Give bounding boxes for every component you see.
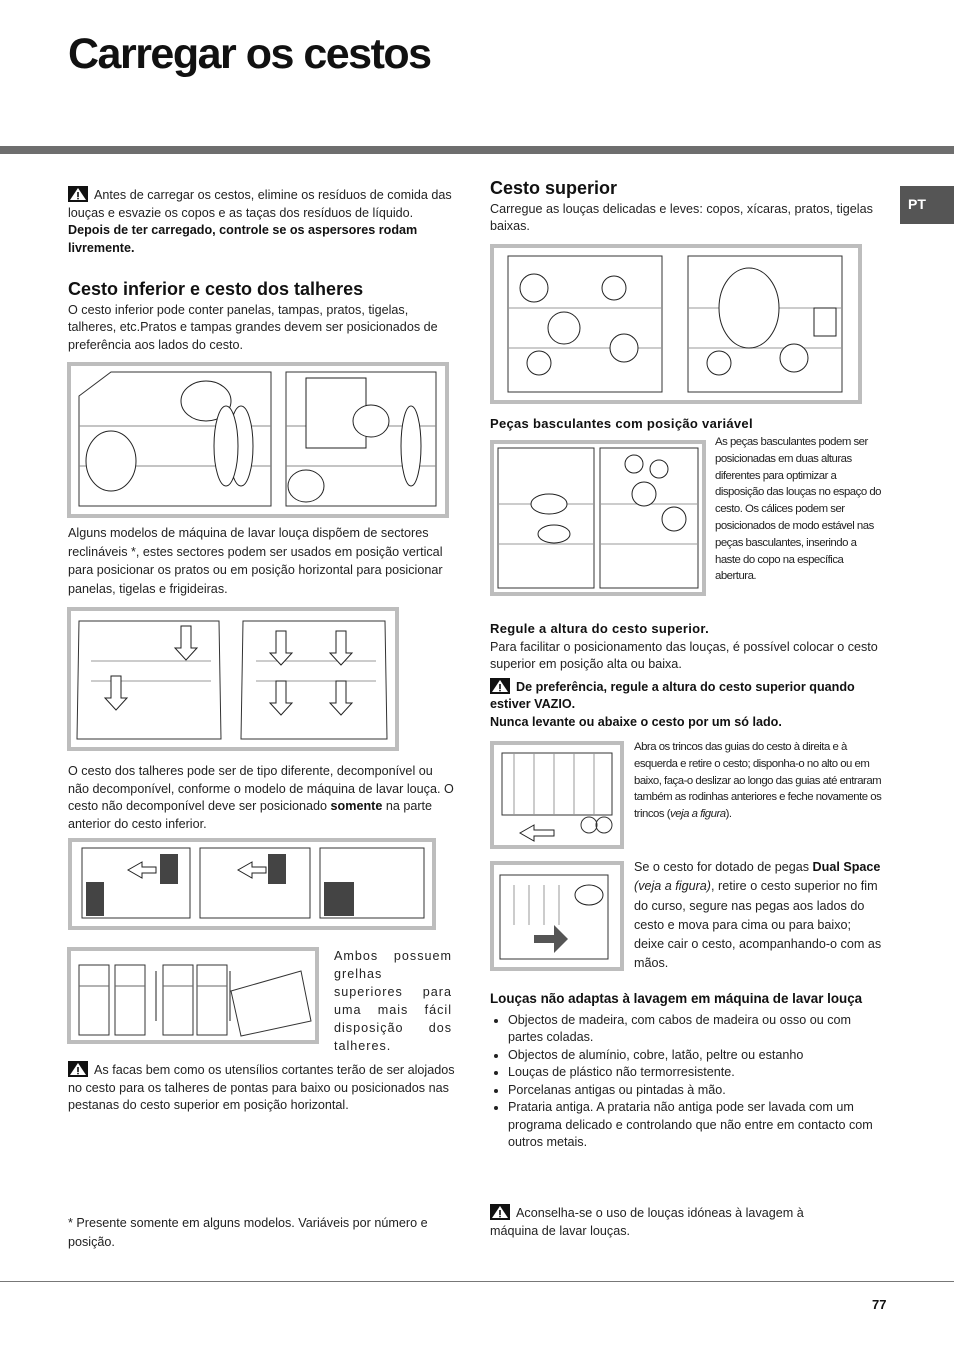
lower-basket-heading: Cesto inferior e cesto dos talheres (68, 279, 364, 299)
latches-text: Abra os trincos das guias do cesto à direita e à esquerda e retire o cesto; disponha-o no alto ou em baixo, faça-o deslizar ao longo das guias até entraram também as rodinhas anteriores e feche novamente os trincos (veja a figura). (634, 741, 882, 821)
advice-text: Aconselha-se o uso de louças idóneas à lavagem à máquina de lavar louças. (490, 1206, 804, 1238)
grids-section (334, 947, 452, 1055)
intro-paragraph (68, 186, 456, 222)
warning-icon (68, 1061, 88, 1077)
list-item: • Louças de plástico não termorresistente. (508, 1064, 880, 1082)
page-number: 77 (872, 1297, 887, 1312)
intro-text: Antes de carregar os cestos, elimine os resíduos de comida das louças e esvazie os copos e as taças dos resíduos de líquido. (68, 188, 452, 220)
sectors-text: Alguns modelos de máquina de lavar louça dispõem de sectores reclináveis *, estes sectores podem ser usados em posição vertical para posicionar os pratos ou em posição horizontal para posicionar panelas, tigelas e frigideiras. (68, 526, 443, 596)
height-warning: De preferência, regule a altura do cesto superior quando estiver VAZIO. (490, 679, 855, 711)
intro-bold: Depois de ter carregado, controle se os aspersores rodam livremente. (68, 223, 418, 255)
unsuitable-section (490, 990, 880, 1152)
latches-figure (490, 741, 624, 849)
tilting-heading-block (490, 415, 880, 433)
warning-icon (490, 1204, 510, 1220)
height-text: Para facilitar o posicionamento das louças, é possível colocar o cesto superior em posição alta ou baixa. (490, 639, 878, 671)
height-heading: Regule a altura do cesto superior. (490, 621, 709, 636)
list-item: • Prataria antiga. A prataria não antiga pode ser lavada com um programa delicado e controlando que não entre em contacto com outros metais. (508, 1099, 880, 1152)
upper-basket-section (490, 180, 880, 236)
lower-basket-text: O cesto inferior pode conter panelas, tampas, pratos, tigelas, talheres, etc.Pratos e tampas grandes devem ser posicionados de preferência aos lados do cesto. (68, 302, 438, 352)
list-item: • Porcelanas antigas ou pintadas à mão. (508, 1082, 880, 1100)
unsuitable-list (490, 1012, 880, 1152)
cutlery-section (68, 763, 456, 833)
tilting-parts-figure (490, 440, 706, 596)
footnote (68, 1214, 428, 1252)
sectors-figure (67, 607, 399, 751)
footer-divider (0, 1281, 954, 1282)
footnote-text: * Presente somente em alguns modelos. Variáveis por número e posição. (68, 1216, 428, 1249)
tilting-text: As peças basculantes podem ser posicionadas em duas alturas diferentes para optimizar a disposição das louças no espaço do cesto. Os cálices podem ser posicionados de modo estável nas peças basculantes, inserindo a haste do copo na específica abertura. (715, 436, 882, 583)
unsuitable-heading: Louças não adaptas à lavagem em máquina de lavar louça (490, 991, 863, 1006)
dual-space-section (634, 858, 882, 974)
warning-icon (490, 678, 510, 694)
list-item: • Objectos de alumínio, cobre, latão, peltre ou estanho (508, 1047, 880, 1065)
lower-basket-section (68, 281, 458, 354)
height-warning-2: Nunca levante ou abaixe o cesto por um só lado. (490, 714, 782, 729)
dual-space-figure (490, 861, 624, 971)
cutlery-grids-figure (67, 947, 319, 1044)
dual-space-text: Se o cesto for dotado de pegas Dual Space (veja a figura), retire o cesto superior no fim do curso, segure nas pegas aos lados do cesto e mova para cima ou para baixo; deixe cair o cesto, acompanhando-o com as mãos. (634, 860, 882, 971)
tilting-section (715, 434, 881, 585)
language-tab: PT (900, 186, 954, 224)
latches-section (634, 739, 882, 823)
advice-section (490, 1204, 842, 1240)
page-title: Carregar os cestos (68, 30, 431, 78)
warning-icon (68, 186, 88, 202)
grids-text: Ambos possuem grelhas superiores para uma mais fácil disposição dos talheres. (334, 949, 452, 1053)
upper-basket-figure (490, 244, 862, 404)
knives-section (68, 1061, 456, 1115)
tilting-heading: Peças basculantes com posição variável (490, 416, 753, 431)
intro-section (68, 186, 456, 257)
cutlery-basket-figure (68, 838, 436, 930)
list-item: • Objectos de madeira, com cabos de madeira ou osso ou com partes coladas. (508, 1012, 880, 1047)
knives-text: As facas bem como os utensílios cortantes terão de ser alojados no cesto para os talheres de pontas para baixo ou posicionados nas pestanas do cesto superior em posição horizontal. (68, 1063, 455, 1112)
cutlery-text: O cesto dos talheres pode ser de tipo diferente, decomponível ou não decomponível, conforme o modelo de máquina de lavar louça. O cesto não decomponível deve ser posicionado somente na parte anterior do cesto inferior. (68, 764, 454, 831)
lower-basket-figure (67, 362, 449, 518)
sectors-section (68, 524, 456, 598)
upper-basket-heading: Cesto superior (490, 178, 618, 198)
upper-basket-text: Carregue as louças delicadas e leves: copos, xícaras, pratos, tigelas baixas. (490, 201, 873, 233)
header-divider (0, 146, 954, 154)
height-section (490, 620, 882, 731)
